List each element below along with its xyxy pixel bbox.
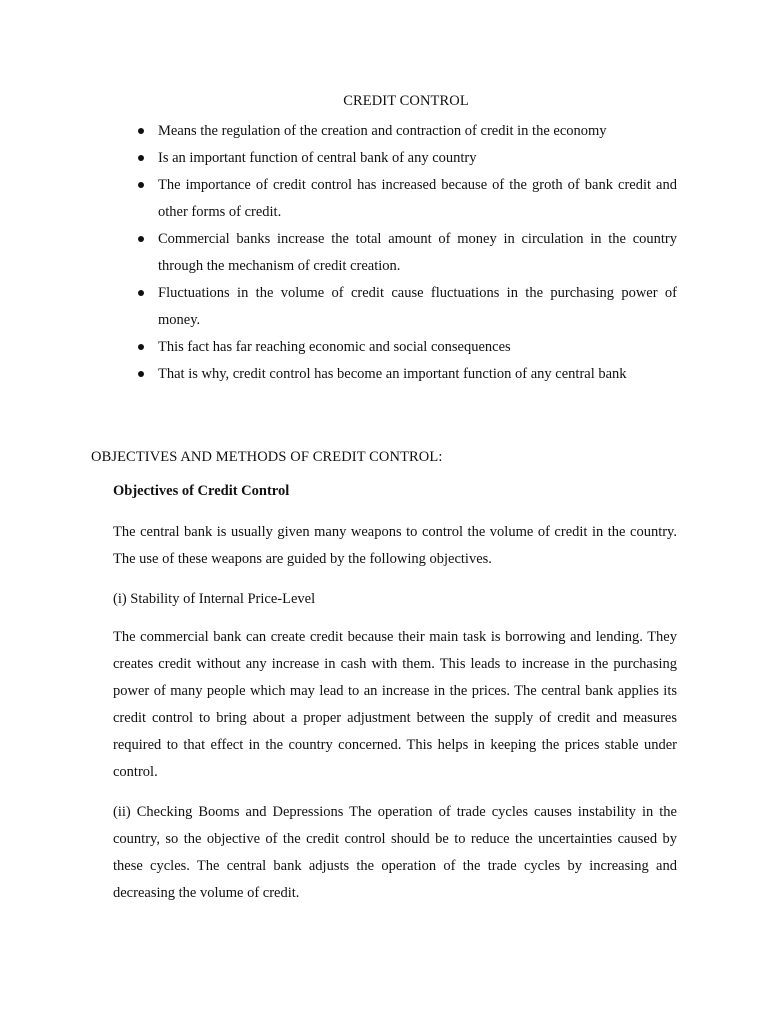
bullet-text: This fact has far reaching economic and social consequences <box>158 339 511 355</box>
bullet-item <box>158 145 677 172</box>
paragraph-objective-1-title: (i) Stability of Internal Price-Level <box>113 591 316 607</box>
bullet-icon <box>138 236 144 242</box>
bullet-item <box>158 118 677 145</box>
paragraph-intro: The central bank is usually given many weapons to control the volume of credit in the country. The use of these weapons are guided by the following objectives. <box>113 524 677 567</box>
paragraph-objective-2: (ii) Checking Booms and Depressions The operation of trade cycles causes instability in the country, so the objective of the credit control should be to reduce the uncertainties caused by these cycles. The central bank adjusts the operation of the trade cycles by increasing and decreasing the volume of credit. <box>113 804 677 901</box>
bullet-icon <box>138 344 144 350</box>
document-title: CREDIT CONTROL <box>343 93 469 109</box>
bullet-item <box>158 361 677 388</box>
bullet-icon <box>138 371 144 377</box>
subheading: Objectives of Credit Control <box>113 483 290 499</box>
bullet-text: That is why, credit control has become an important function of any central bank <box>158 366 627 382</box>
bullet-text: Means the regulation of the creation and contraction of credit in the economy <box>158 123 607 139</box>
bullet-icon <box>138 128 144 134</box>
bullet-text: Is an important function of central bank of any country <box>158 150 477 166</box>
bullet-item <box>158 280 677 334</box>
paragraph-objective-1-body: The commercial bank can create credit because their main task is borrowing and lending. They creates credit without any increase in cash with them. This leads to increase in the purchasing power of many people which may lead to an increase in the prices. The central bank applies its credit control to bring about a proper adjustment between the supply of credit and measures required to that effect in the country concerned. This helps in keeping the prices stable under control. <box>113 629 677 780</box>
bullet-text: The importance of credit control has increased because of the groth of bank credit and other forms of credit. <box>158 177 677 220</box>
bullet-item <box>158 226 677 280</box>
bullet-text: Commercial banks increase the total amount of money in circulation in the country through the mechanism of credit creation. <box>158 231 677 274</box>
bullet-item <box>158 172 677 226</box>
bullet-list <box>158 118 677 388</box>
bullet-icon <box>138 155 144 161</box>
section-heading: OBJECTIVES AND METHODS OF CREDIT CONTROL: <box>91 449 443 465</box>
bullet-item <box>158 334 677 361</box>
bullet-icon <box>138 290 144 296</box>
bullet-text: Fluctuations in the volume of credit cause fluctuations in the purchasing power of money. <box>158 285 677 328</box>
bullet-icon <box>138 182 144 188</box>
